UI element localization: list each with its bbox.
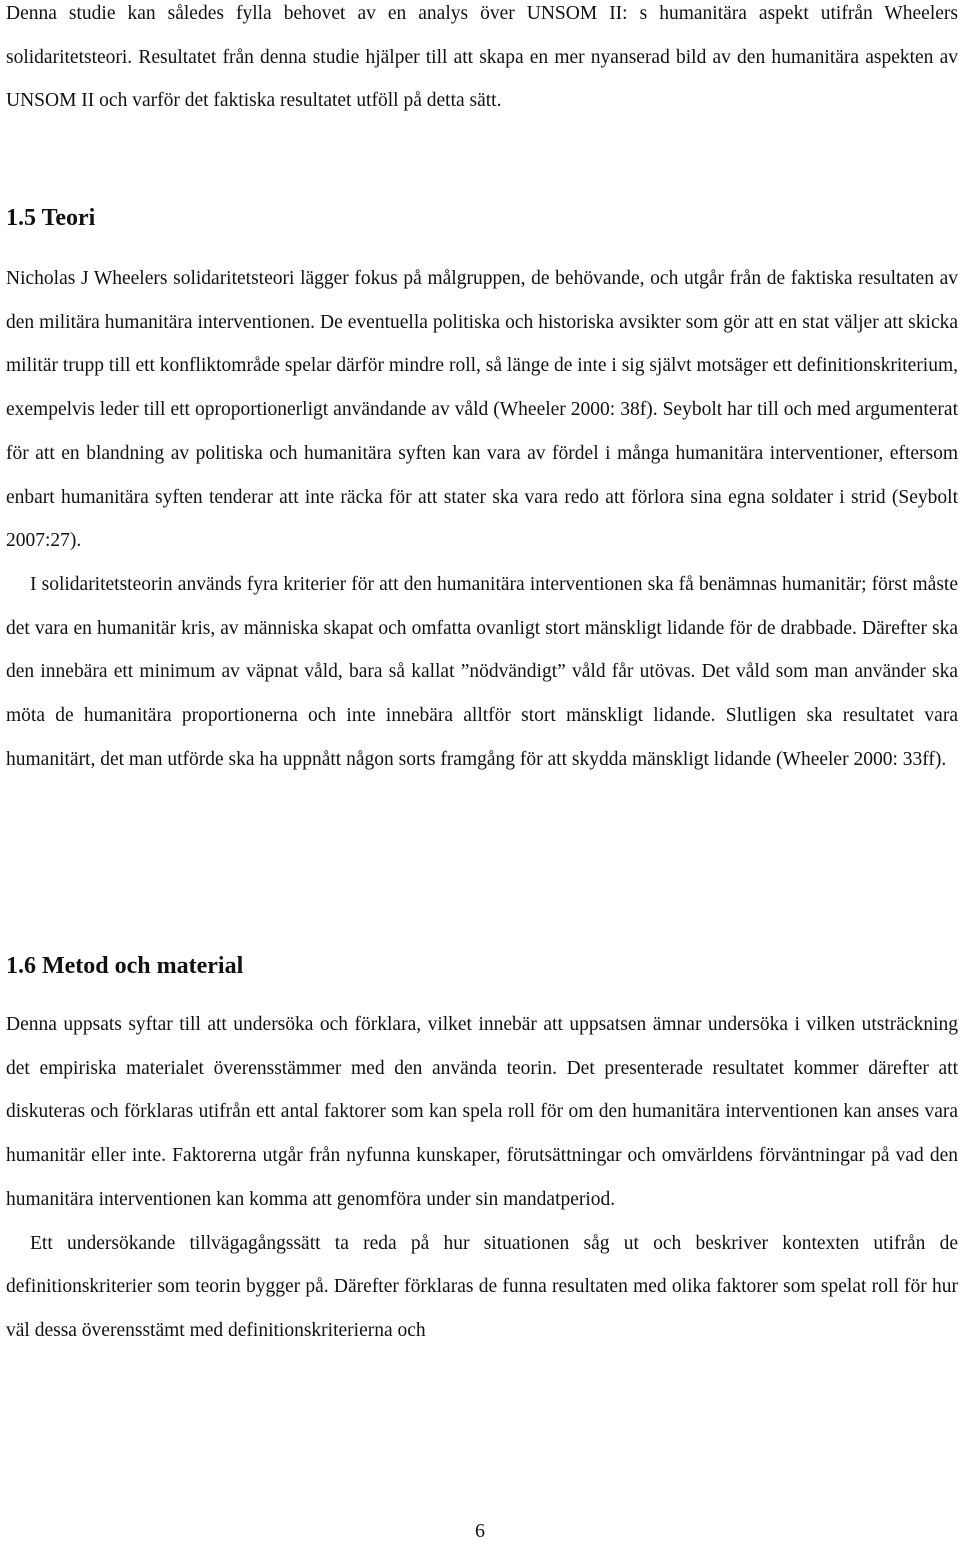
section-heading-metod: 1.6 Metod och material <box>6 953 244 979</box>
metod-block <box>6 1003 958 1353</box>
intro-paragraph: Denna studie kan således fylla behovet av en analys över UNSOM II: s humanitära aspekt utifrån Wheelers solidaritetsteori. Resultatet från denna studie hjälper till att skapa en mer nyanserad bild av den humanitära aspekten av UNSOM II och varför det faktiska resultatet utföll på detta sätt. <box>6 3 958 112</box>
section-heading-teori: 1.5 Teori <box>6 205 96 231</box>
teori-paragraph-2: I solidaritetsteorin används fyra kriterier för att den humanitära interventionen ska få benämnas humanitär; först måste det vara en humanitär kris, av människa skapat och omfatta ovanligt stort mänskligt lidande för de drabbade. Därefter ska den innebära ett minimum av väpnat våld, bara så kallat ”nödvändigt” våld får utövas. Det våld som man använder ska möta de humanitära proportionerna och inte innebära alltför stort mänskligt lidande. Slutligen ska resultatet vara humanitärt, det man utförde ska ha uppnått någon sorts framgång för att skydda mänskligt lidande (Wheeler 2000: 33ff). <box>6 573 958 770</box>
metod-paragraph-2: Ett undersökande tillvägagångssätt ta reda på hur situationen såg ut och beskriver kontexten utifrån de definitionskriterier som teorin bygger på. Därefter förklaras de funna resultaten med olika faktorer som spelat roll för hur väl dessa överensstämt med definitionskriterierna och <box>6 1232 958 1341</box>
metod-paragraph-1: Denna uppsats syftar till att undersöka och förklara, vilket innebär att uppsatsen ämnar undersöka i vilken utsträckning det empiriska materialet överensstämmer med den använda teorin. Det presenterade resultatet kommer därefter att diskuteras och förklaras utifrån ett antal faktorer som kan spela roll för om den humanitära interventionen kan anses vara humanitär eller inte. Faktorerna utgår från nyfunna kunskaper, förutsättningar och omvärldens förväntningar på vad den humanitära interventionen kan komma att genomföra under sin mandatperiod. <box>6 1014 958 1210</box>
page-number: 6 <box>475 1520 485 1542</box>
teori-paragraph-1: Nicholas J Wheelers solidaritetsteori lägger fokus på målgruppen, de behövande, och utgår från de faktiska resultaten av den militära humanitära interventionen. De eventuella politiska och historiska avsikter som gör att en stat väljer att skicka militär trupp till ett konfliktområde spelar därför mindre roll, så länge de inte i sig självt motsäger ett definitionskriterium, exempelvis leder till ett oproportionerligt användande av våld (Wheeler 2000: 38f). Seybolt har till och med argumenterat för att en blandning av politiska och humanitära syften kan vara av fördel i många humanitära interventioner, eftersom enbart humanitära syften tenderar att inte räcka för att stater ska vara redo att förlora sina egna soldater i strid (Seybolt 2007:27). <box>6 268 959 552</box>
intro-block <box>6 0 958 123</box>
teori-block <box>6 257 958 781</box>
